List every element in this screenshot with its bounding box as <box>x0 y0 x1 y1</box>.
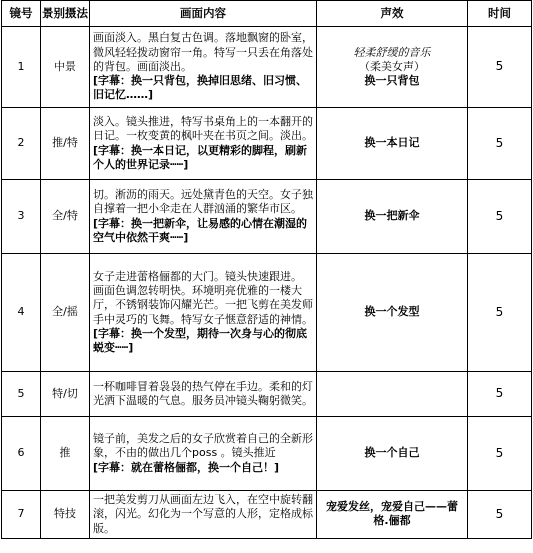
content-paragraph: 切。淅沥的雨天。远处黛青色的天空。女子独自撑着一把小伞走在人群汹涌的繁华市区。 <box>93 187 313 216</box>
table-row <box>2 254 532 372</box>
voiceover-text: 换一把新伞 <box>364 209 420 223</box>
sound-effect-cell <box>317 108 468 180</box>
table-row <box>2 417 532 491</box>
frame-content-cell <box>90 108 317 180</box>
shot-number-cell: 4 <box>2 254 41 372</box>
frame-content-cell <box>90 372 317 417</box>
sound-effect-cell <box>317 27 468 108</box>
voice-note: （柔美女声） <box>359 59 425 73</box>
header-frame-content: 画面内容 <box>90 1 317 27</box>
background-music-note: 轻柔舒缓的音乐 <box>353 45 431 59</box>
header-shot-type: 景别摄法 <box>41 1 90 27</box>
time-cell: 5 <box>468 108 532 180</box>
sound-effect-cell <box>317 417 468 491</box>
shot-number-cell: 7 <box>2 491 41 539</box>
content-paragraph: 淡入。镜头推进，特写书桌角上的一本翻开的日记。一枚变黄的枫叶夹在书页之间。淡出。 <box>93 114 313 143</box>
shot-number-cell: 6 <box>2 417 41 491</box>
voiceover-text: 换一个发型 <box>364 305 420 319</box>
frame-content-cell <box>90 180 317 254</box>
content-paragraph: 女子走进蕾格俪都的大门。镜头快速跟进。 <box>93 269 302 283</box>
voiceover-text: 换一个自己 <box>364 446 420 460</box>
table-row <box>2 491 532 539</box>
voiceover-text: 换一只背包 <box>364 74 420 88</box>
caption-text: [字幕：换一把新伞，让易感的心情在潮湿的空气中依然干爽┅┅] <box>93 216 308 244</box>
table-row <box>2 180 532 254</box>
sound-effect-cell <box>317 254 468 372</box>
time-cell: 5 <box>468 27 532 108</box>
time-cell: 5 <box>468 372 532 417</box>
header-time: 时间 <box>468 1 532 27</box>
caption-text: [字幕：换一本日记，以更精彩的脚程，刷新个人的世界记录┅┅] <box>93 143 308 171</box>
content-paragraph: 一杯咖啡冒着袅袅的热气停在手边。柔和的灯光洒下温暖的气息。服务员冲镜头鞠躬微笑。 <box>93 379 313 407</box>
shot-number-cell: 3 <box>2 180 41 254</box>
header-sound-effect: 声效 <box>317 1 468 27</box>
sound-effect-cell <box>317 372 468 417</box>
header-row <box>2 1 532 27</box>
shot-number-cell: 1 <box>2 27 41 108</box>
shot-number-cell: 2 <box>2 108 41 180</box>
time-cell: 5 <box>468 180 532 254</box>
frame-content-cell <box>90 491 317 539</box>
voiceover-text: 宠爱发丝，宠爱自己——蕾格.俪都 <box>326 500 458 528</box>
time-cell: 5 <box>468 491 532 539</box>
table-row <box>2 108 532 180</box>
shot-type-cell: 特/切 <box>41 372 90 417</box>
frame-content-cell <box>90 254 317 372</box>
time-cell: 5 <box>468 254 532 372</box>
shot-type-cell: 全/摇 <box>41 254 90 372</box>
content-paragraph: 一把美发剪刀从画面左边飞入，在空中旋转翻滚，闪光。幻化为一个写意的人形，定格成标版。 <box>93 493 313 535</box>
caption-text: [字幕：换一只背包，换掉旧思绪、旧习惯、旧记忆……] <box>93 74 308 102</box>
shot-type-cell: 推 <box>41 417 90 491</box>
caption-text: [字幕：换一个发型，期待一次身与心的彻底蜕变┅┅] <box>93 326 308 355</box>
voiceover-text: 换一本日记 <box>364 136 420 150</box>
content-paragraph: 镜子前，美发之后的女子欣赏着自己的全新形象，不由的做出几个poss 。镜头推近 <box>93 432 313 460</box>
shot-number-cell: 5 <box>2 372 41 417</box>
time-cell: 5 <box>468 417 532 491</box>
table-row <box>2 372 532 417</box>
shot-type-cell: 中景 <box>41 27 90 108</box>
sound-effect-cell <box>317 180 468 254</box>
sound-effect-cell <box>317 491 468 539</box>
content-paragraph: 画面淡入。黑白复古色调。落地飘窗的卧室，微风轻轻拨动窗帘一角。特写一只丢在角落处的背包。画面淡出。 <box>93 31 313 73</box>
shot-type-cell: 推/特 <box>41 108 90 180</box>
frame-content-cell <box>90 27 317 108</box>
caption-text: [字幕：就在蕾格俪都，换一个自己！] <box>93 460 280 474</box>
table-row <box>2 27 532 108</box>
frame-content-cell <box>90 417 317 491</box>
header-shot-number: 镜号 <box>2 1 41 27</box>
content-paragraph: 画面色调忽转明快。环境明亮优雅的一楼大厅，不锈钢装饰闪耀光芒。一把飞剪在美发师手中灵巧的飞舞。特写女子惬意舒适的神情。 <box>93 283 313 326</box>
shot-type-cell: 特技 <box>41 491 90 539</box>
shot-type-cell: 全/特 <box>41 180 90 254</box>
storyboard-table <box>1 0 532 539</box>
